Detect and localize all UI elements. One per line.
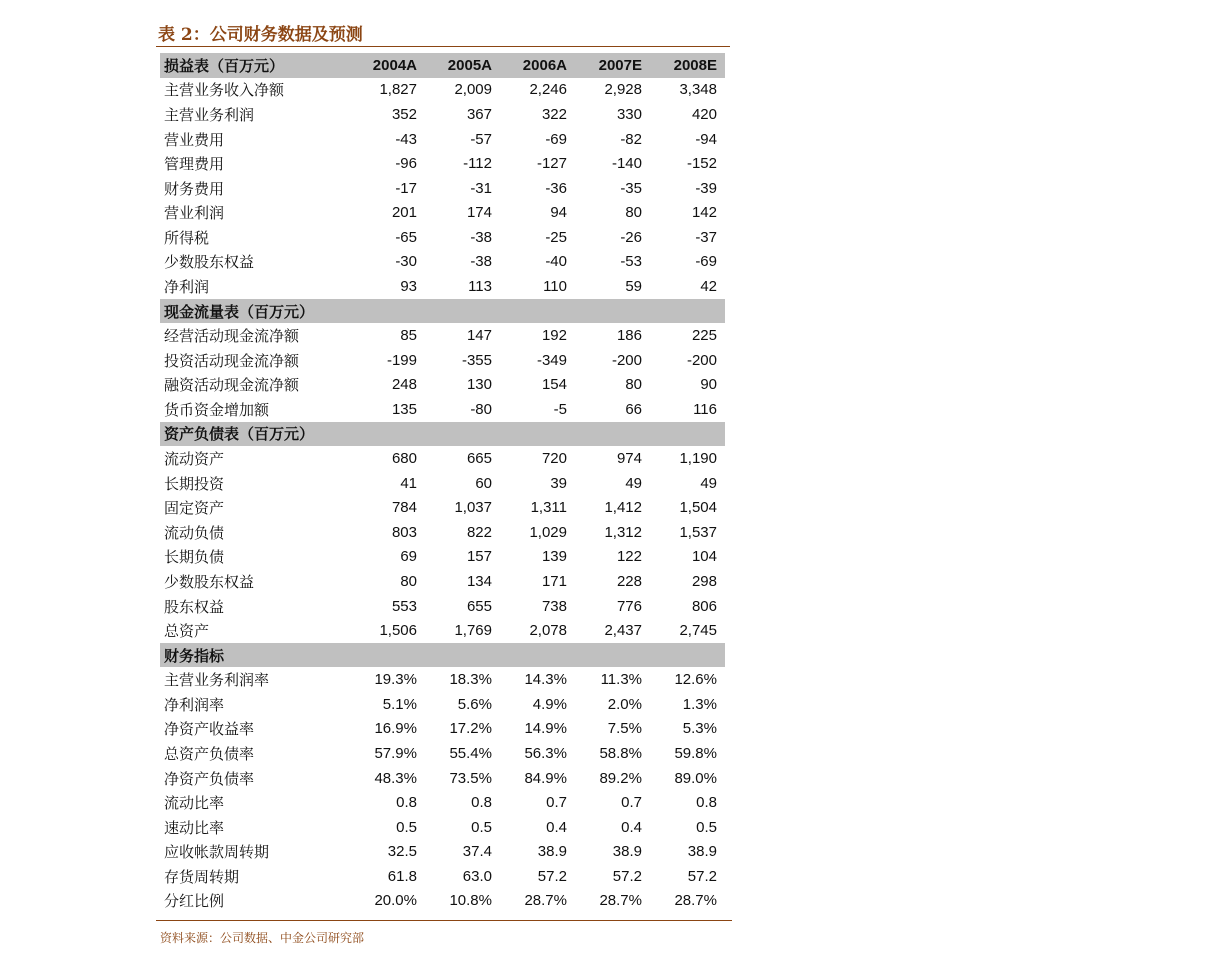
value-cell: 16.9% [374,720,417,738]
table-row [160,790,725,815]
section-filler-cell [350,422,425,447]
value-cell: 56.3% [524,744,567,762]
table-row [160,274,725,299]
financial-table [160,53,725,913]
table-row [160,200,725,225]
row-label: 所得税 [164,228,210,247]
value-cell: 147 [466,327,492,345]
value-cell: 248 [391,376,417,394]
value-cell: 42 [700,277,717,295]
value-cell: -38 [470,228,492,246]
value-cell: 38.9 [687,843,717,861]
value-cell: 0.8 [471,794,492,812]
value-cell: 139 [541,548,567,566]
value-cell: -31 [470,179,492,197]
row-label: 净资产负债率 [164,769,255,788]
section-header-row [160,422,725,447]
value-cell: 0.8 [396,794,417,812]
value-cell: 20.0% [374,892,417,910]
row-label: 管理费用 [164,155,225,174]
value-cell: -39 [695,179,717,197]
value-cell: 49 [700,474,717,492]
value-cell: 1.3% [682,695,717,713]
value-cell: 57.2 [687,867,717,885]
value-cell: 19.3% [374,671,417,689]
value-cell: 69 [400,548,417,566]
value-cell: -349 [536,351,567,369]
row-label: 营业费用 [164,130,225,149]
value-cell: 18.3% [449,671,492,689]
value-cell: 806 [691,597,717,615]
value-cell: 85 [400,327,417,345]
value-cell: 1,312 [604,523,642,541]
table-row [160,717,725,742]
row-label: 净资产收益率 [164,720,255,739]
value-cell: -140 [611,155,642,173]
row-label: 主营业务收入净额 [164,81,285,100]
value-cell: 89.0% [674,769,717,787]
value-cell: 59.8% [674,744,717,762]
value-cell: -25 [545,228,567,246]
value-cell: -26 [620,228,642,246]
value-cell: 94 [550,204,567,222]
section-filler-cell [500,643,575,668]
value-cell: 80 [400,572,417,590]
value-cell: 37.4 [462,843,492,861]
value-cell: -36 [545,179,567,197]
value-cell: 0.5 [696,818,717,836]
value-cell: 32.5 [387,843,417,861]
value-cell: 2,246 [529,81,567,99]
section-header-row [160,299,725,324]
table-row [160,127,725,152]
row-label: 财务费用 [164,179,225,198]
year-header: 2006A [500,53,575,78]
row-label: 少数股东权益 [164,253,255,272]
table-row [160,250,725,275]
value-cell: 0.5 [471,818,492,836]
section-title: 财务指标 [160,643,350,668]
value-cell: 201 [391,204,417,222]
table-row [160,102,725,127]
value-cell: 28.7% [524,892,567,910]
value-cell: -17 [395,179,417,197]
value-cell: 298 [691,572,717,590]
row-label: 营业利润 [164,204,225,223]
table-row [160,78,725,103]
table-row [160,889,725,914]
table-row [160,446,725,471]
value-cell: -65 [395,228,417,246]
value-cell: 4.9% [532,695,567,713]
value-cell: 553 [391,597,417,615]
value-cell: -127 [536,155,567,173]
value-cell: 154 [541,376,567,394]
value-cell: 2,009 [454,81,492,99]
row-label: 总资产 [164,622,210,641]
section-filler-cell [350,299,425,324]
table-row [160,569,725,594]
value-cell: 330 [616,105,642,123]
section-filler-cell [650,422,725,447]
value-cell: 28.7% [674,892,717,910]
value-cell: 1,190 [679,450,717,468]
section-header-row [160,53,725,78]
value-cell: 57.2 [612,867,642,885]
value-cell: 39 [550,474,567,492]
row-label: 总资产负债率 [164,744,255,763]
section-filler-cell [425,643,500,668]
value-cell: 57.9% [374,744,417,762]
value-cell: -69 [545,130,567,148]
value-cell: 5.1% [382,695,417,713]
value-cell: 104 [691,548,717,566]
value-cell: 186 [616,327,642,345]
value-cell: -69 [695,253,717,271]
value-cell: 174 [466,204,492,222]
table-row [160,225,725,250]
section-filler-cell [575,643,650,668]
value-cell: -37 [695,228,717,246]
value-cell: 171 [541,572,567,590]
value-cell: 2,078 [529,622,567,640]
value-cell: 367 [466,105,492,123]
value-cell: 2,928 [604,81,642,99]
value-cell: 974 [616,450,642,468]
section-filler-cell [500,422,575,447]
value-cell: 89.2% [599,769,642,787]
value-cell: 665 [466,450,492,468]
section-filler-cell [350,643,425,668]
row-label: 净利润 [164,277,210,296]
value-cell: 228 [616,572,642,590]
row-label: 长期负债 [164,548,225,567]
table-title: 表 2：公司财务数据及预测 [158,25,363,45]
year-header: 2004A [350,53,425,78]
value-cell: 49 [625,474,642,492]
row-label: 流动比率 [164,794,225,813]
value-cell: -5 [553,400,567,418]
table-row [160,397,725,422]
value-cell: 1,827 [379,81,417,99]
row-label: 分红比例 [164,892,225,911]
value-cell: -200 [611,351,642,369]
value-cell: 84.9% [524,769,567,787]
value-cell: -112 [463,155,492,173]
value-cell: 720 [541,450,567,468]
section-filler-cell [500,299,575,324]
value-cell: -43 [395,130,417,148]
value-cell: 1,311 [530,499,567,517]
table-row [160,471,725,496]
value-cell: -355 [461,351,492,369]
value-cell: 63.0 [462,867,492,885]
table-row [160,618,725,643]
value-cell: 1,537 [679,523,717,541]
value-cell: 0.7 [546,794,567,812]
table-row [160,667,725,692]
value-cell: 1,412 [604,499,642,517]
value-cell: 0.4 [546,818,567,836]
table-row [160,176,725,201]
value-cell: 14.9% [524,720,567,738]
section-filler-cell [650,643,725,668]
value-cell: 57.2 [537,867,567,885]
value-cell: -53 [620,253,642,271]
section-filler-cell [575,422,650,447]
section-header-row [160,643,725,668]
year-header: 2005A [425,53,500,78]
value-cell: 11.3% [600,671,642,689]
row-label: 流动资产 [164,450,225,469]
row-label: 主营业务利润 [164,105,255,124]
table-row [160,864,725,889]
value-cell: 14.3% [524,671,567,689]
value-cell: -199 [386,351,417,369]
row-label: 净利润率 [164,695,225,714]
table-row [160,840,725,865]
value-cell: 0.7 [621,794,642,812]
value-cell: 12.6% [674,671,717,689]
value-cell: 10.8% [449,892,492,910]
value-cell: 738 [541,597,567,615]
value-cell: 66 [625,400,642,418]
section-filler-cell [425,422,500,447]
value-cell: 113 [468,277,492,295]
section-filler-cell [650,299,725,324]
year-header: 2008E [650,53,725,78]
row-label: 经营活动现金流净额 [164,327,300,346]
table-row [160,545,725,570]
table-row [160,766,725,791]
value-cell: 60 [475,474,492,492]
value-cell: 80 [625,204,642,222]
value-cell: -40 [545,253,567,271]
value-cell: -200 [686,351,717,369]
row-label: 流动负债 [164,523,225,542]
row-label: 长期投资 [164,474,225,493]
table-row [160,815,725,840]
value-cell: 822 [466,523,492,541]
value-cell: 0.5 [396,818,417,836]
value-cell: 90 [700,376,717,394]
value-cell: -35 [620,179,642,197]
value-cell: 1,504 [679,499,717,517]
value-cell: 17.2% [449,720,492,738]
value-cell: 7.5% [607,720,642,738]
value-cell: -82 [620,130,642,148]
section-title: 资产负债表（百万元） [160,422,350,447]
table-row [160,520,725,545]
value-cell: 0.8 [696,794,717,812]
table-row [160,151,725,176]
value-cell: 776 [616,597,642,615]
value-cell: 680 [391,450,417,468]
value-cell: 116 [693,400,717,418]
value-cell: 110 [543,277,567,295]
row-label: 货币资金增加额 [164,400,270,419]
value-cell: 3,348 [679,81,717,99]
value-cell: -57 [470,130,492,148]
value-cell: 38.9 [612,843,642,861]
value-cell: 5.6% [457,695,492,713]
value-cell: 803 [391,523,417,541]
section-title: 损益表（百万元） [160,53,350,78]
value-cell: 1,769 [454,622,492,640]
value-cell: 73.5% [449,769,492,787]
section-filler-cell [575,299,650,324]
value-cell: 80 [625,376,642,394]
section-title: 现金流量表（百万元） [160,299,350,324]
row-label: 投资活动现金流净额 [164,351,300,370]
value-cell: 1,037 [454,499,492,517]
value-cell: 2,745 [679,622,717,640]
value-cell: 122 [616,548,642,566]
value-cell: 0.4 [621,818,642,836]
value-cell: 61.8 [387,867,417,885]
value-cell: 93 [400,277,417,295]
value-cell: 352 [391,105,417,123]
value-cell: 28.7% [599,892,642,910]
row-label: 融资活动现金流净额 [164,376,300,395]
value-cell: -80 [470,400,492,418]
value-cell: 2,437 [604,622,642,640]
value-cell: -96 [395,155,417,173]
value-cell: 784 [391,499,417,517]
value-cell: 322 [541,105,567,123]
table-row [160,741,725,766]
row-label: 固定资产 [164,499,225,518]
value-cell: 38.9 [537,843,567,861]
row-label: 少数股东权益 [164,572,255,591]
value-cell: -94 [695,130,717,148]
value-cell: 225 [691,327,717,345]
value-cell: 157 [466,548,492,566]
row-label: 速动比率 [164,818,225,837]
row-label: 股东权益 [164,597,225,616]
value-cell: 134 [466,572,492,590]
title-divider [156,46,730,47]
value-cell: 130 [466,376,492,394]
table-row [160,692,725,717]
value-cell: 55.4% [449,744,492,762]
value-cell: 59 [625,277,642,295]
source-note: 资料来源：公司数据、中金公司研究部 [160,931,365,945]
value-cell: -30 [395,253,417,271]
table-row [160,594,725,619]
row-label: 主营业务利润率 [164,671,270,690]
table-row [160,373,725,398]
value-cell: 1,506 [379,622,417,640]
table-row [160,348,725,373]
table-row [160,495,725,520]
value-cell: 48.3% [374,769,417,787]
value-cell: 655 [466,597,492,615]
financial-table-body [160,53,725,913]
row-label: 应收帐款周转期 [164,843,270,862]
year-header: 2007E [575,53,650,78]
bottom-divider [156,920,732,921]
value-cell: 135 [391,400,417,418]
value-cell: -152 [686,155,717,173]
value-cell: 41 [400,474,417,492]
value-cell: 58.8% [599,744,642,762]
value-cell: 1,029 [529,523,567,541]
row-label: 存货周转期 [164,867,240,886]
value-cell: 420 [691,105,717,123]
section-filler-cell [425,299,500,324]
table-row [160,323,725,348]
value-cell: -38 [470,253,492,271]
value-cell: 2.0% [607,695,642,713]
value-cell: 192 [541,327,567,345]
value-cell: 5.3% [682,720,717,738]
value-cell: 142 [691,204,717,222]
